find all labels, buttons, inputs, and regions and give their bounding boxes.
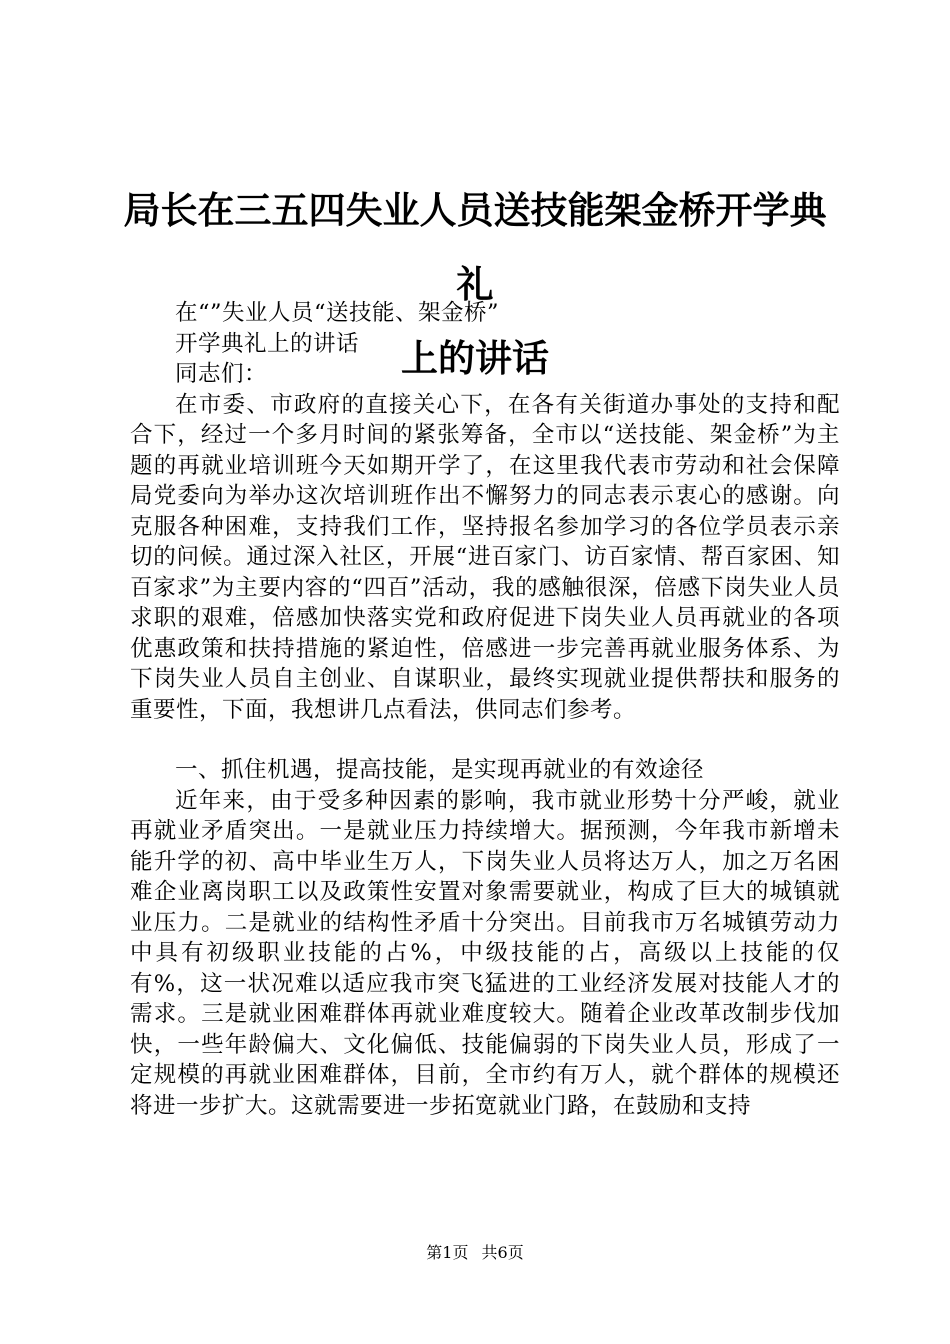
page-number-total: 共6页 (481, 1243, 524, 1262)
salutation: 同志们： (175, 361, 268, 387)
document-body (130, 298, 840, 1121)
page-number-current: 第1页 (426, 1243, 469, 1262)
subtitle-line-2: 开学典礼上的讲话 (175, 330, 360, 357)
section-heading-1: 一、抓住机遇，提高技能，是实现再就业的有效途径 (175, 757, 705, 783)
subtitle-line-1: 在“”失业人员“送技能、架金桥” (175, 300, 500, 326)
paragraph-gap (130, 725, 840, 755)
body-paragraph-intro: 在市委、市政府的直接关心下，在各有关街道办事处的支持和配合下，经过一个多月时间的紧张筹备，全市以“送技能、架金桥”为主题的再就业培训班今天如期开学了，在这里我代表市劳动和社会保障局党委向为举办这次培训班作出不懈努力的同志表示衷心的感谢。向克服各种困难，支持我们工作，坚持报名参加学习的各位学员表示亲切的问候。通过深入社区，开展“进百家门、访百家情、帮百家困、知百家求”为主要内容的“四百”活动，我的感触很深，倍感下岗失业人员求职的艰难，倍感加快落实党和政府促进下岗失业人员再就业的各项优惠政策和扶持措施的紧迫性，倍感进一步完善再就业服务体系、为下岗失业人员自主创业、自谋职业，最终实现就业提供帮扶和服务的重要性，下面，我想讲几点看法，供同志们参考。 (130, 391, 840, 723)
title-line-2: 上的讲话 (401, 336, 549, 380)
body-paragraph-1: 近年来，由于受多种因素的影响，我市就业形势十分严峻，就业再就业矛盾突出。一是就业压力持续增大。据预测，今年我市新增未能升学的初、高中毕业生万人，下岗失业人员将达万人，加之万名困难企业离岗职工以及政策性安置对象需要就业，构成了巨大的城镇就业压力。二是就业的结构性矛盾十分突出。目前我市万名城镇劳动力中具有初级职业技能的占%，中级技能的占，高级以上技能的仅有%，这一状况难以适应我市突飞猛进的工业经济发展对技能人才的需求。三是就业困难群体再就业难度较大。随着企业改革改制步伐加快，一些年龄偏大、文化偏低、技能偏弱的下岗失业人员，形成了一定规模的再就业困难群体，目前，全市约有万人，就个群体的规模还将进一步扩大。这就需要进一步拓宽就业门路，在鼓励和支持 (130, 787, 840, 1119)
title-line-1: 局长在三五四失业人员送技能架金桥开学典礼 (123, 188, 827, 306)
page-footer (0, 1243, 950, 1263)
